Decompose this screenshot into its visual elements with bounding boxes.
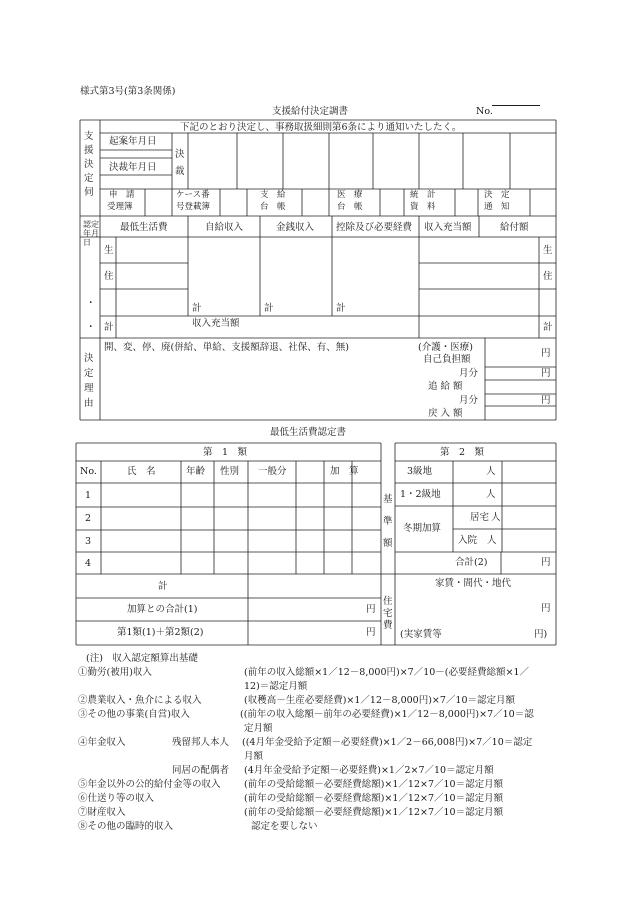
note-label-4: ④年金収入 xyxy=(78,737,126,748)
row-no-2: 2 xyxy=(85,513,92,524)
kei-own-income: 計 xyxy=(192,303,202,314)
note-label-9: ⑧その他の臨時的収入 xyxy=(78,821,174,832)
type1-header: 第 1 類 xyxy=(203,447,248,458)
grade3-label: 3級地 xyxy=(407,466,433,477)
no-label: No. xyxy=(476,106,493,117)
care-medical-label: (介護・医療) xyxy=(418,342,473,353)
row-sei: 生 xyxy=(104,245,114,256)
ledger-application-2: 受理簿 xyxy=(107,202,133,212)
approve-date-label: 決裁年月日 xyxy=(109,162,157,173)
type2-header: 第 2 類 xyxy=(440,447,485,458)
ledger-payment-2: 台 帳 xyxy=(260,202,286,212)
actual-rent-label: (実家賃等 xyxy=(400,629,442,640)
ledger-payment-1: 支 給 xyxy=(260,190,286,200)
no-field[interactable] xyxy=(492,105,540,106)
add-total-label: 加算との合計(1) xyxy=(127,604,198,615)
ledger-application-1: 申 請 xyxy=(109,190,135,200)
notice-text: 下記のとおり決定し、事務取扱細則第6条により通知いたしたく。 xyxy=(180,122,462,133)
col-benefit: 給付額 xyxy=(500,222,529,233)
person-4: 人 xyxy=(487,535,497,546)
col-general: 一般分 xyxy=(258,466,287,477)
note-sub-4: 残留邦人本人 xyxy=(172,737,230,748)
col-age: 年齢 xyxy=(186,466,206,477)
row-dot-2: ・ xyxy=(86,322,96,333)
income-alloc-amount-label: 収入充当額 xyxy=(192,318,240,329)
col-name: 氏 名 xyxy=(127,466,156,477)
yen-3: 円 xyxy=(541,395,551,406)
yen-d: 円 xyxy=(541,603,551,614)
draft-date-label: 起案年月日 xyxy=(109,136,157,147)
winter-label: 冬期加算 xyxy=(403,523,442,534)
note-formula-4: ((4月年金受給予定額－必要経費)×1／2－66,008円)×7／10＝認定 xyxy=(242,737,533,748)
min-living-kei: 計 xyxy=(158,581,168,592)
ledger-case-2: 号登載簿 xyxy=(176,202,211,212)
note-label-6: ⑤年金以外の公的給付金等の収入 xyxy=(78,779,221,790)
refund-label: 戻 入 額 xyxy=(428,408,463,419)
decision-reason-vertical-label: 決定理由 xyxy=(84,353,94,409)
ledger-medical-1: 医 療 xyxy=(337,190,363,200)
ledger-decision-2: 通 知 xyxy=(484,202,510,212)
grade12-label: 1・2級地 xyxy=(400,489,441,500)
form-title: 支援給付決定調書 xyxy=(272,106,349,117)
month-1: 月分 xyxy=(459,368,479,379)
col-deduction: 控除及び必要経費 xyxy=(336,222,413,233)
note-formula-3: ((前年の収入総額－前年の必要経費)×1／12－8,000円)×7／10＝認 xyxy=(240,709,534,720)
note-label-3: ③その他の事業(自営)収入 xyxy=(78,709,190,720)
yen-2: 円 xyxy=(541,368,551,379)
note-formula-2: (収穫高－生産必要経費)×1／12－8,000円)×7／10＝認定月額 xyxy=(244,695,516,706)
yen-1: 円 xyxy=(541,348,551,359)
kei-deduction: 計 xyxy=(336,303,346,314)
yen-e: 円) xyxy=(534,629,548,640)
self-pay-label: 自己負担額 xyxy=(423,354,471,365)
col-income-alloc: 収入充当額 xyxy=(424,222,472,233)
note-formula-9: 認定を要しない xyxy=(251,821,318,832)
row-no-4: 4 xyxy=(85,558,92,569)
col-addition: 加 算 xyxy=(330,466,359,477)
housing-vertical-label: 住宅費 xyxy=(383,596,393,631)
notes-title: (注) 収入認定額算出基礎 xyxy=(86,653,198,664)
row-no-1: 1 xyxy=(85,490,92,501)
yen-a: 円 xyxy=(366,604,376,615)
note-label-8: ⑦財産収入 xyxy=(78,807,126,818)
right-ju: 住 xyxy=(543,271,553,282)
rent-label: 家賃・間代・地代 xyxy=(435,578,512,589)
note-formula-3b: 定月額 xyxy=(244,723,273,734)
note-formula-1: (前年の収入総額×1／12－8,000円)×7／10－(必要経費総額×1／ xyxy=(244,667,530,678)
yen-c: 円 xyxy=(541,557,551,568)
note-formula-6: (前年の受給総額－必要経費総額)×1／12×7／10＝認定月額 xyxy=(244,779,504,790)
extra-pay-label: 追 給 額 xyxy=(428,381,463,392)
hospital-label: 入院 xyxy=(458,535,478,546)
note-formula-8: (前年の受給総額－必要経費総額)×1／12×7／10＝認定月額 xyxy=(244,807,504,818)
month-2: 月分 xyxy=(459,395,479,406)
row-dot-1: ・ xyxy=(86,298,96,309)
col-no: No. xyxy=(80,466,97,477)
note-formula-4b: 月額 xyxy=(244,751,264,762)
form-number: 様式第3号(第3条関係) xyxy=(80,86,176,97)
ledger-medical-2: 台 帳 xyxy=(337,202,363,212)
yen-b: 円 xyxy=(366,627,376,638)
note-label-2: ②農業収入・魚介による収入 xyxy=(78,695,202,706)
min-living-title: 最低生活費認定書 xyxy=(270,427,347,438)
type-total-label: 第1類(1)＋第2類(2) xyxy=(117,627,204,638)
note-formula-1b: 12)＝認定月額 xyxy=(244,681,308,692)
person-1: 人 xyxy=(486,466,496,477)
note-label-7: ⑥仕送り等の収入 xyxy=(78,793,155,804)
row-kei: 計 xyxy=(104,322,114,333)
ledger-case-1: ケース番 xyxy=(176,190,210,200)
note-label-1: ①勤労(被用)収入 xyxy=(78,667,152,678)
person-2: 人 xyxy=(486,489,496,500)
ledger-stats-2: 資 料 xyxy=(410,202,436,212)
right-sei: 生 xyxy=(543,245,553,256)
approval-date-vertical-label: 認定年月日 xyxy=(83,220,99,247)
home-label: 居宅 xyxy=(470,512,490,523)
support-decision-vertical-label: 支援決定伺 xyxy=(84,131,94,198)
ledger-decision-1: 決 定 xyxy=(484,190,510,200)
row-no-3: 3 xyxy=(85,536,92,547)
note-formula-5: (4月年金受給予定額－必要経費)×1／2×7／10＝認定月額 xyxy=(244,765,494,776)
total2-label: 合計(2) xyxy=(455,557,488,568)
approve-label: 決裁 xyxy=(175,149,185,177)
col-sex: 性別 xyxy=(220,466,240,477)
col-own-income: 自給収入 xyxy=(205,222,244,233)
row-ju: 住 xyxy=(104,271,114,282)
basic-amount-vertical-label: 基準額 xyxy=(383,494,393,549)
kei-cash-income: 計 xyxy=(264,303,274,314)
note-formula-7: (前年の受給総額－必要経費総額)×1／12×7／10＝認定月額 xyxy=(244,793,504,804)
right-kei: 計 xyxy=(543,322,553,333)
col-min-living: 最低生活費 xyxy=(120,222,168,233)
person-3: 人 xyxy=(491,512,501,523)
reason-text: 開、変、停、廃(併給、単給、支援額辞退、社保、有、無) xyxy=(104,342,349,353)
ledger-stats-1: 統 計 xyxy=(410,190,436,200)
col-cash-income: 金銭収入 xyxy=(276,222,315,233)
note-sub-5: 同居の配偶者 xyxy=(172,765,230,776)
